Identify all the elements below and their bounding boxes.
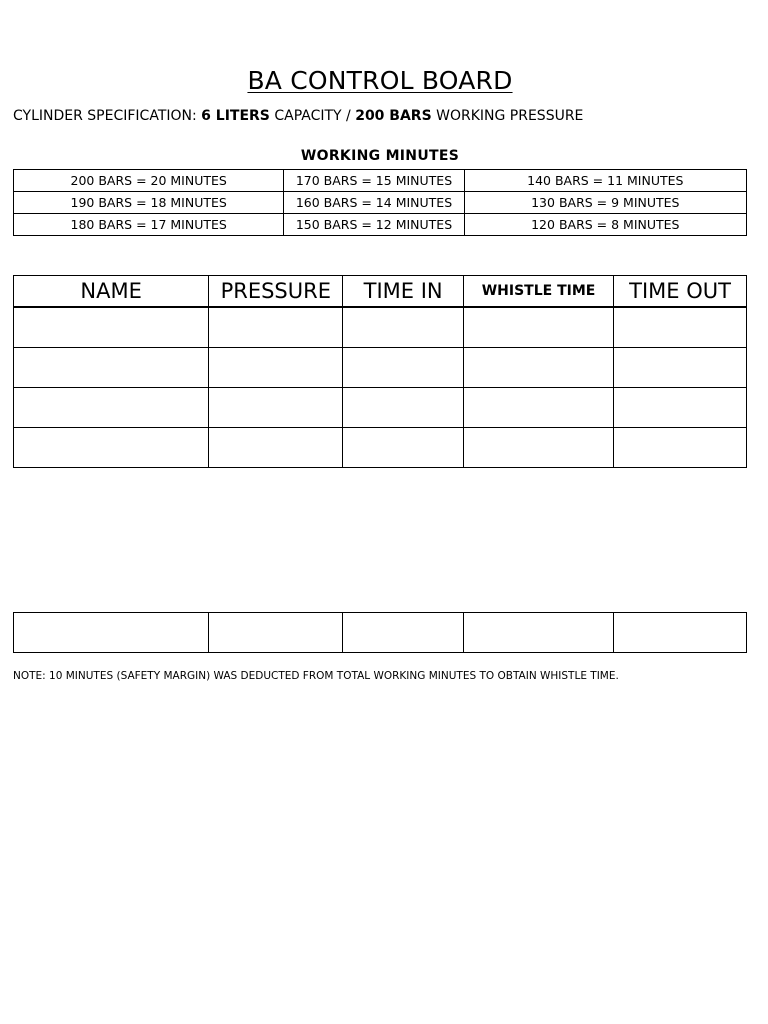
pressure-cell[interactable]	[209, 613, 343, 653]
name-cell[interactable]	[14, 307, 209, 348]
pressure-cell[interactable]	[209, 388, 343, 428]
time-out-cell[interactable]	[614, 307, 747, 348]
table-cell: 130 BARS = 9 MINUTES	[464, 192, 746, 214]
pressure-cell[interactable]	[209, 428, 343, 468]
cylinder-specification	[13, 108, 583, 124]
whistle-time-cell[interactable]	[464, 613, 614, 653]
table-row	[14, 214, 747, 236]
log-row	[14, 613, 747, 653]
pressure-cell[interactable]	[209, 307, 343, 348]
table-row	[14, 192, 747, 214]
pressure-cell[interactable]	[209, 348, 343, 388]
header-whistle-time: WHISTLE TIME	[464, 276, 614, 308]
table-cell: 190 BARS = 18 MINUTES	[14, 192, 284, 214]
name-cell[interactable]	[14, 348, 209, 388]
header-name: NAME	[14, 276, 209, 308]
whistle-time-cell[interactable]	[464, 388, 614, 428]
table-cell: 200 BARS = 20 MINUTES	[14, 170, 284, 192]
table-cell: 160 BARS = 14 MINUTES	[284, 192, 464, 214]
time-out-cell[interactable]	[614, 348, 747, 388]
log-header-row	[14, 276, 747, 308]
log-row	[14, 428, 747, 468]
table-cell: 140 BARS = 11 MINUTES	[464, 170, 746, 192]
name-cell[interactable]	[14, 428, 209, 468]
header-time-in: TIME IN	[343, 276, 464, 308]
table-cell: 180 BARS = 17 MINUTES	[14, 214, 284, 236]
whistle-time-note: NOTE: 10 MINUTES (SAFETY MARGIN) WAS DEDUCTED FROM TOTAL WORKING MINUTES TO OBTAIN WHISTLE TIME.	[13, 670, 619, 682]
log-row	[14, 307, 747, 348]
table-cell: 150 BARS = 12 MINUTES	[284, 214, 464, 236]
whistle-time-cell[interactable]	[464, 307, 614, 348]
log-row	[14, 348, 747, 388]
header-time-out: TIME OUT	[614, 276, 747, 308]
whistle-time-cell[interactable]	[464, 348, 614, 388]
ba-log-table	[13, 275, 747, 468]
table-row	[14, 170, 747, 192]
time-in-cell[interactable]	[343, 348, 464, 388]
spec-capacity-value: 6 LITERS	[201, 108, 270, 124]
working-minutes-table	[13, 169, 747, 236]
spec-capacity-label: CAPACITY /	[274, 108, 351, 124]
extra-log-row-table	[13, 612, 747, 653]
time-out-cell[interactable]	[614, 388, 747, 428]
time-out-cell[interactable]	[614, 428, 747, 468]
name-cell[interactable]	[14, 388, 209, 428]
working-minutes-heading: WORKING MINUTES	[300, 148, 460, 164]
table-cell: 120 BARS = 8 MINUTES	[464, 214, 746, 236]
time-out-cell[interactable]	[614, 613, 747, 653]
spec-pressure-label: WORKING PRESSURE	[436, 108, 584, 124]
time-in-cell[interactable]	[343, 613, 464, 653]
time-in-cell[interactable]	[343, 428, 464, 468]
header-pressure: PRESSURE	[209, 276, 343, 308]
log-row	[14, 388, 747, 428]
time-in-cell[interactable]	[343, 388, 464, 428]
time-in-cell[interactable]	[343, 307, 464, 348]
table-cell: 170 BARS = 15 MINUTES	[284, 170, 464, 192]
page-title: BA CONTROL BOARD	[247, 66, 513, 95]
name-cell[interactable]	[14, 613, 209, 653]
spec-prefix: CYLINDER SPECIFICATION:	[13, 108, 197, 124]
spec-pressure-value: 200 BARS	[355, 108, 432, 124]
whistle-time-cell[interactable]	[464, 428, 614, 468]
